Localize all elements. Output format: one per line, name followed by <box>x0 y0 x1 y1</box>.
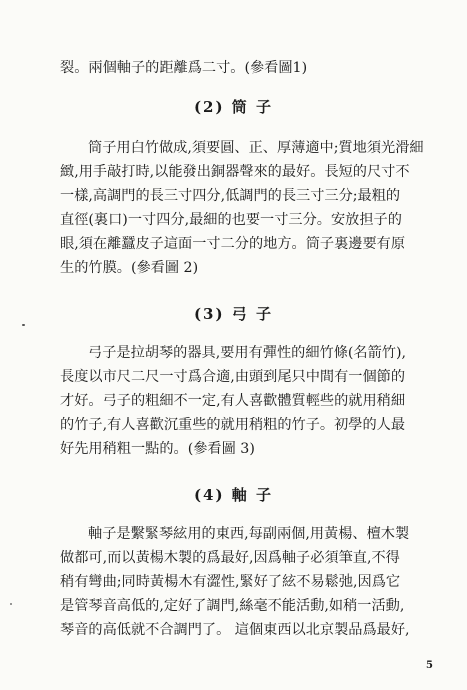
paragraph-line: 眼,須在離蠶皮子這面一寸二分的地方。筒子裏邊要有原 <box>60 236 406 252</box>
section-heading-bow: (3) 弓 子 <box>193 305 274 323</box>
paragraph-line: 弓子是拉胡琴的器具,要用有彈性的細竹條(名箭竹), <box>88 345 407 361</box>
paragraph-line: 的竹子,有人喜歡沉重些的就用稍粗的竹子。初學的人最 <box>60 417 406 433</box>
paragraph-line: 筒子用白竹做成,須要圓、正、厚薄適中;質地須光滑細 <box>88 140 424 156</box>
scan-speck <box>22 324 25 326</box>
paragraph-line: 生的竹膜。(參看圖 2) <box>60 260 199 276</box>
paragraph-line: 稍有彎曲;同時黃楊木有澀性,緊好了絃不易鬆弛,因爲它 <box>60 574 401 590</box>
paragraph-line: 一樣,高調門的長三寸四分,低調門的長三寸三分;最粗的 <box>60 188 401 204</box>
paragraph-line: 琴音的高低就不合調門了。 這個東西以北京製品爲最好, <box>60 622 410 638</box>
continued-line: 裂。兩個軸子的距離爲二寸。(參看圖1) <box>60 60 308 76</box>
paragraph-line: 緻,用手敲打時,以能發出銅器聲來的最好。長短的尺寸不 <box>60 164 410 180</box>
paragraph-line: 長度以市尺二尺一寸爲合適,由頭到尾只中間有一個節的 <box>60 369 406 385</box>
section-heading-tube: (2) 筒 子 <box>193 98 274 116</box>
paragraph-line: 好先用稍粗一點的。(參看圖 3) <box>60 441 255 457</box>
page-number: 5 <box>426 660 433 671</box>
paragraph-line: 才好。弓子的粗細不一定,有人喜歡體質輕些的就用稍細 <box>60 393 406 409</box>
paragraph-line: 做都可,而以黃楊木製的爲最好,因爲軸子必須筆直,不得 <box>60 550 400 566</box>
section-heading-axle: (4) 軸 子 <box>193 486 274 504</box>
paragraph-line: 軸子是繫緊琴絃用的東西,每副兩個,用黃楊、檀木製 <box>88 526 410 542</box>
paragraph-line: 是管琴音高低的,定好了調門,絲毫不能活動,如稍一活動, <box>60 598 405 614</box>
paragraph-line: 直徑(裏口)一寸四分,最細的也要一寸三分。安放担子的 <box>60 212 402 228</box>
scan-speck <box>10 603 12 605</box>
